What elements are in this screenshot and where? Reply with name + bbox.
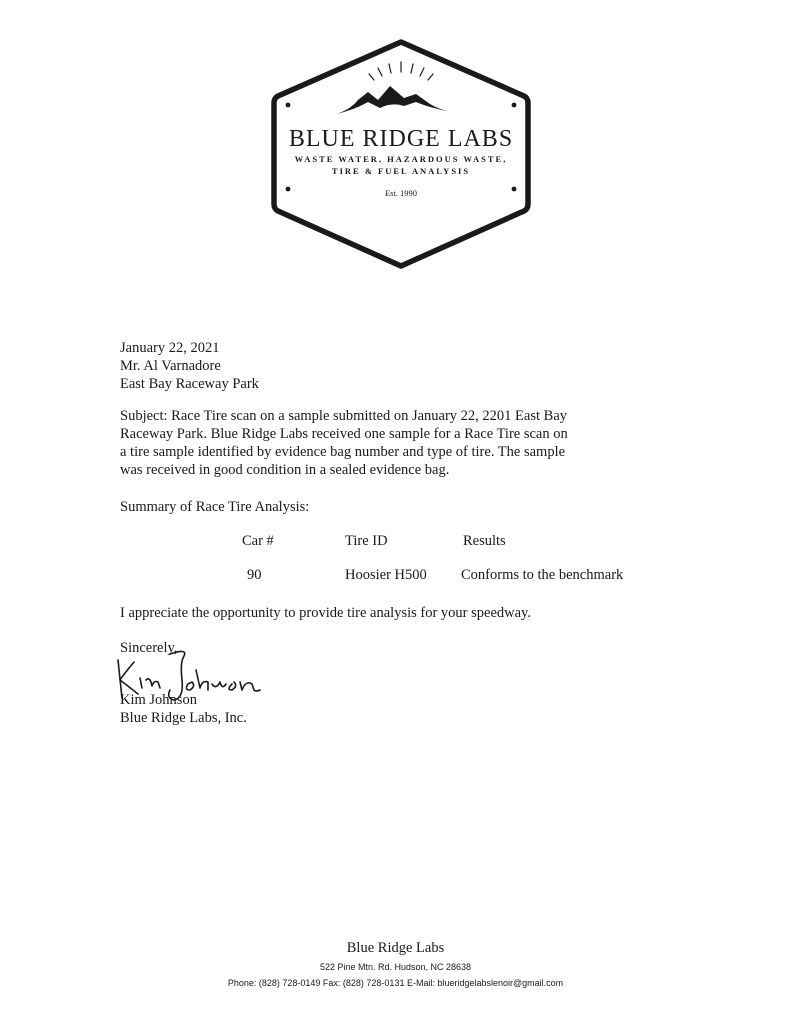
table-cell-car: 90 bbox=[247, 567, 262, 583]
subject-line: a tire sample identified by evidence bag number and type of tire. The sample bbox=[120, 444, 566, 460]
sign-off: Sincerely, bbox=[120, 640, 178, 656]
logo-subtitle-line2: TIRE & FUEL ANALYSIS bbox=[331, 166, 471, 176]
table-header-tire-id: Tire ID bbox=[345, 533, 388, 549]
logo-hexagon-icon bbox=[270, 38, 532, 270]
subject-line: Raceway Park. Blue Ridge Labs received one sample for a Race Tire scan on bbox=[120, 426, 568, 442]
logo-title: BLUE RIDGE LABS bbox=[288, 126, 514, 152]
table-cell-tire-id: Hoosier H500 bbox=[345, 567, 427, 583]
table-header-results: Results bbox=[463, 533, 506, 549]
footer-company: Blue Ridge Labs bbox=[346, 940, 445, 956]
logo-subtitle-line1: WASTE WATER, HAZARDOUS WASTE, bbox=[294, 154, 508, 164]
signer-org: Blue Ridge Labs, Inc. bbox=[120, 710, 247, 726]
recipient-org: East Bay Raceway Park bbox=[120, 376, 259, 392]
letter-date: January 22, 2021 bbox=[120, 340, 220, 356]
signer-name: Kim Johnson bbox=[120, 692, 197, 708]
table-header-car: Car # bbox=[242, 533, 274, 549]
table-cell-result: Conforms to the benchmark bbox=[461, 567, 624, 583]
logo-established: Est. 1990 bbox=[384, 188, 418, 198]
footer-address: 522 Pine Mtn. Rd. Hudson, NC 28638 bbox=[319, 962, 472, 972]
summary-heading: Summary of Race Tire Analysis: bbox=[120, 499, 310, 515]
closing-statement: I appreciate the opportunity to provide tire analysis for your speedway. bbox=[120, 605, 531, 621]
subject-line: was received in good condition in a sealed evidence bag. bbox=[120, 462, 450, 478]
recipient-name: Mr. Al Varnadore bbox=[120, 358, 221, 374]
footer-contact: Phone: (828) 728-0149 Fax: (828) 728-0131 E-Mail: blueridgelabslenoir@gmail.com bbox=[227, 978, 564, 988]
company-logo bbox=[270, 38, 532, 270]
subject-line: Subject: Race Tire scan on a sample submitted on January 22, 2201 East Bay bbox=[120, 408, 568, 424]
subject-paragraph bbox=[120, 407, 640, 479]
